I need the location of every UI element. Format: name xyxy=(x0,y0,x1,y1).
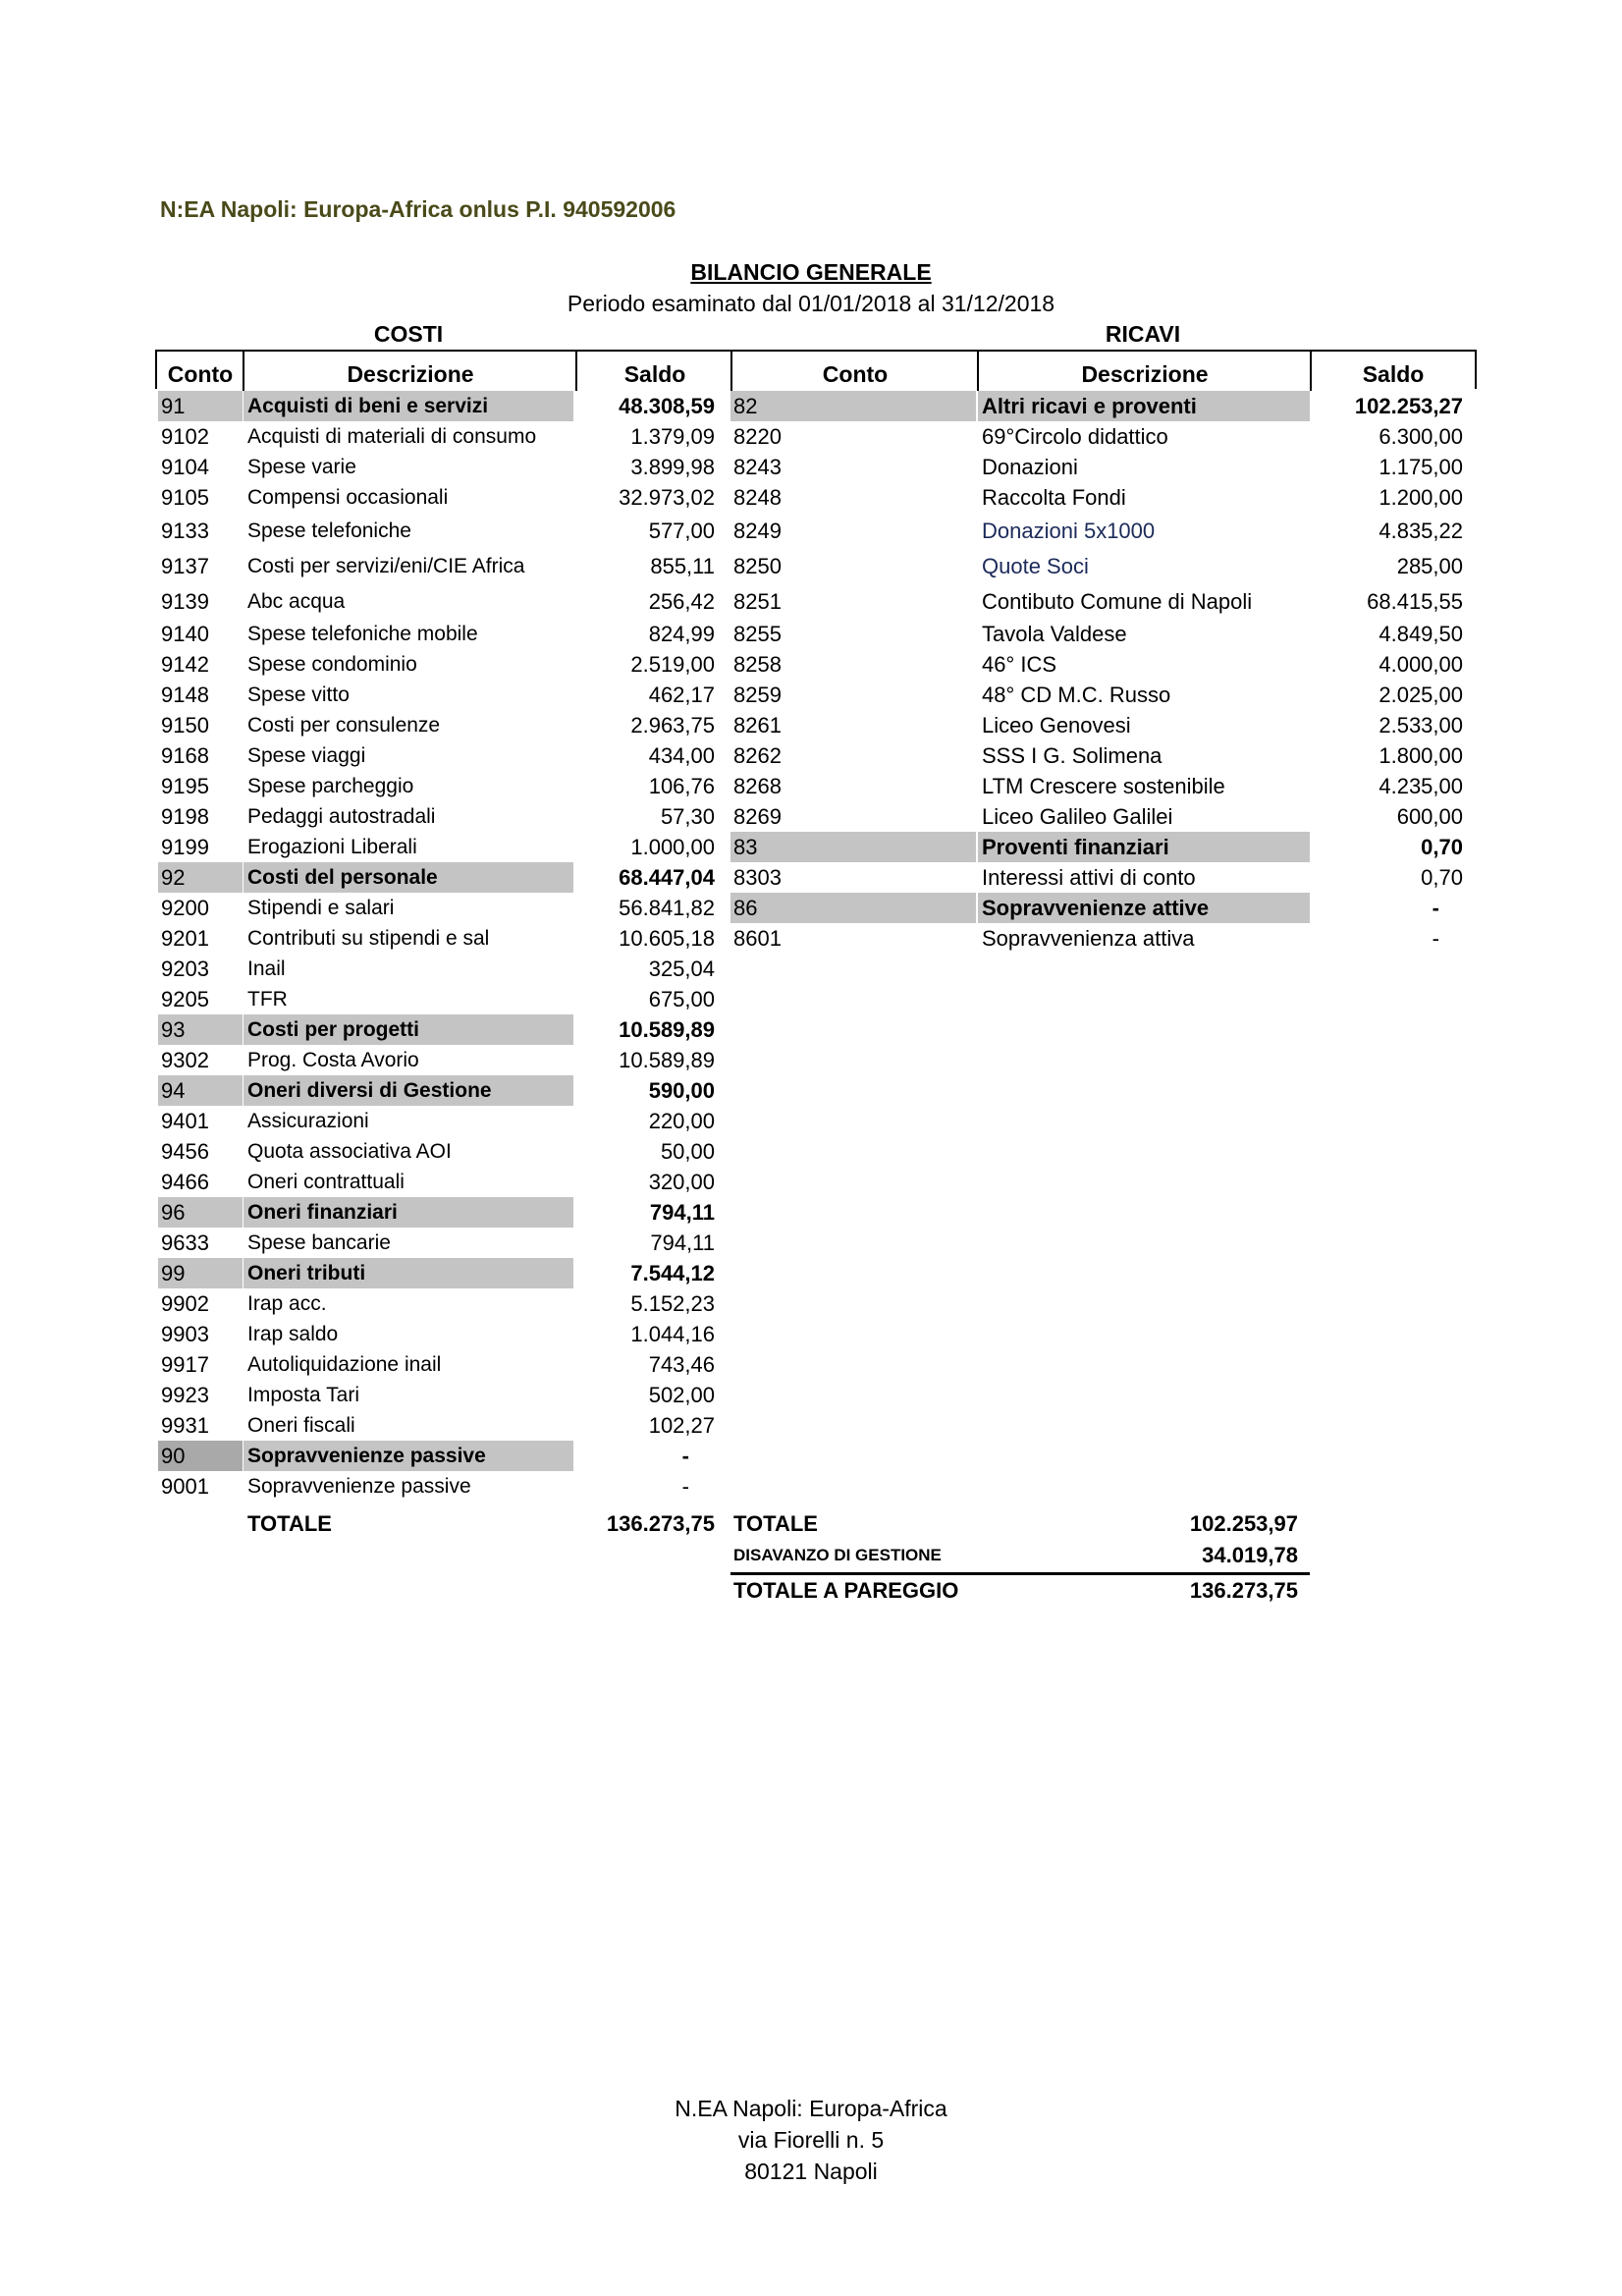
table-row xyxy=(0,710,1622,740)
ricavi-saldo: 1.800,00 xyxy=(1379,743,1463,768)
ricavi-descrizione: Donazioni xyxy=(982,455,1078,479)
table-row xyxy=(0,984,1622,1014)
costi-saldo: 794,11 xyxy=(649,1200,715,1225)
table-row xyxy=(0,1136,1622,1167)
ricavi-conto: 8248 xyxy=(733,485,782,510)
costi-conto: 90 xyxy=(158,1441,243,1471)
table-row xyxy=(0,832,1622,862)
ricavi-conto: 8261 xyxy=(733,713,782,738)
ricavi-descrizione: Liceo Galileo Galilei xyxy=(982,804,1173,829)
costi-descrizione: Spese vitto xyxy=(247,683,350,706)
costi-saldo: 2.519,00 xyxy=(630,652,715,677)
ricavi-saldo: 285,00 xyxy=(1396,554,1463,578)
costi-conto: 9140 xyxy=(161,622,209,646)
costi-saldo: 256,42 xyxy=(648,589,715,614)
costi-conto: 91 xyxy=(158,391,243,421)
costi-descrizione: Autoliquidazione inail xyxy=(247,1353,442,1376)
table-row xyxy=(0,801,1622,832)
costi-section-title: COSTI xyxy=(373,321,444,347)
ricavi-conto: 8262 xyxy=(733,743,782,768)
costi-descrizione: Oneri contrattuali xyxy=(247,1171,405,1193)
ricavi-conto: 8251 xyxy=(733,589,782,614)
ricavi-saldo: 600,00 xyxy=(1396,804,1463,829)
ricavi-conto: 83 xyxy=(730,832,976,862)
table-row xyxy=(0,551,1622,581)
ricavi-descrizione: Interessi attivi di conto xyxy=(982,865,1196,890)
costi-conto: 94 xyxy=(158,1075,243,1106)
costi-conto: 9923 xyxy=(161,1383,209,1407)
costi-descrizione: Spese condominio xyxy=(247,653,417,676)
costi-descrizione: Pedaggi autostradali xyxy=(247,805,436,828)
table-row xyxy=(0,1228,1622,1258)
costi-descrizione: Oneri tributi xyxy=(243,1258,573,1288)
pareggio-row xyxy=(0,1575,1622,1606)
costi-descrizione: Erogazioni Liberali xyxy=(247,836,417,858)
table-row xyxy=(0,893,1622,923)
ricavi-saldo: 1.200,00 xyxy=(1379,485,1463,510)
costi-conto: 9931 xyxy=(161,1413,209,1438)
table-row xyxy=(0,1319,1622,1349)
costi-totale-amount: 136.273,75 xyxy=(606,1511,715,1536)
footer-line-2: via Fiorelli n. 5 xyxy=(737,2127,885,2153)
costi-saldo: 32.973,02 xyxy=(619,485,715,510)
costi-saldo: 502,00 xyxy=(648,1383,715,1407)
costi-saldo: 7.544,12 xyxy=(630,1261,715,1285)
costi-descrizione: Abc acqua xyxy=(247,590,346,613)
table-row xyxy=(0,1380,1622,1410)
ricavi-conto: 8249 xyxy=(733,519,782,543)
ricavi-descrizione: 46° ICS xyxy=(982,652,1057,677)
costi-descrizione: Spese telefoniche mobile xyxy=(247,623,478,645)
costi-saldo: 590,00 xyxy=(648,1078,715,1103)
costi-conto: 9917 xyxy=(161,1352,209,1377)
footer-line-3: 80121 Napoli xyxy=(744,2159,878,2184)
costi-descrizione: Imposta Tari xyxy=(247,1384,359,1406)
costi-saldo: 855,11 xyxy=(650,554,715,578)
costi-saldo: 10.589,89 xyxy=(619,1048,715,1072)
costi-saldo: 10.589,89 xyxy=(619,1017,715,1042)
table-row xyxy=(0,391,1622,421)
costi-descrizione: TFR xyxy=(247,988,288,1011)
costi-conto: 9001 xyxy=(161,1474,209,1499)
ricavi-conto: 8243 xyxy=(733,455,782,479)
table-row xyxy=(0,771,1622,801)
ricavi-saldo: 4.000,00 xyxy=(1379,652,1463,677)
costi-conto: 9133 xyxy=(161,519,209,543)
table-row xyxy=(0,586,1622,617)
ricavi-descrizione: 69°Circolo didattico xyxy=(982,424,1168,449)
table-row xyxy=(0,1471,1622,1502)
table-row xyxy=(0,516,1622,546)
costi-saldo: 3.899,98 xyxy=(630,455,715,479)
ricavi-conto: 8601 xyxy=(733,926,782,951)
ricavi-descrizione: Altri ricavi e proventi xyxy=(978,391,1310,421)
costi-saldo: - xyxy=(681,1444,689,1468)
totale-row xyxy=(0,1508,1622,1539)
costi-descrizione: Acquisti di materiali di consumo xyxy=(247,425,537,448)
pareggio-amount: 136.273,75 xyxy=(1189,1578,1298,1603)
costi-descrizione: Oneri finanziari xyxy=(243,1197,573,1228)
table-row xyxy=(0,923,1622,954)
costi-conto: 9137 xyxy=(161,554,209,578)
ricavi-descrizione: Raccolta Fondi xyxy=(982,485,1126,510)
ricavi-saldo: 2.533,00 xyxy=(1379,713,1463,738)
costi-conto: 92 xyxy=(158,862,243,893)
costi-descrizione: Costi del personale xyxy=(243,862,573,893)
costi-conto: 96 xyxy=(158,1197,243,1228)
ricavi-conto: 8255 xyxy=(733,622,782,646)
ricavi-descrizione: Quote Soci xyxy=(982,554,1089,578)
ricavi-saldo: 6.300,00 xyxy=(1379,424,1463,449)
costi-descrizione: Oneri diversi di Gestione xyxy=(243,1075,573,1106)
ricavi-conto: 8220 xyxy=(733,424,782,449)
costi-conto: 9201 xyxy=(161,926,209,951)
costi-saldo: 2.963,75 xyxy=(630,713,715,738)
ricavi-descrizione: Proventi finanziari xyxy=(978,832,1310,862)
ricavi-saldo: 1.175,00 xyxy=(1379,455,1463,479)
footer-address xyxy=(0,2093,1622,2187)
costi-saldo: 57,30 xyxy=(660,804,715,829)
costi-saldo: 56.841,82 xyxy=(619,896,715,920)
costi-saldo: 102,27 xyxy=(648,1413,715,1438)
ricavi-conto: 86 xyxy=(730,893,976,923)
costi-conto: 9150 xyxy=(161,713,209,738)
costi-descrizione: Quota associativa AOI xyxy=(247,1140,452,1163)
costi-descrizione: Acquisti di beni e servizi xyxy=(243,391,573,421)
costi-descrizione: Irap saldo xyxy=(247,1323,339,1345)
costi-saldo: 5.152,23 xyxy=(630,1291,715,1316)
costi-saldo: 577,00 xyxy=(648,519,715,543)
table-row xyxy=(0,1441,1622,1471)
costi-conto: 9903 xyxy=(161,1322,209,1346)
costi-descrizione: Irap acc. xyxy=(247,1292,327,1315)
table-row xyxy=(0,1349,1622,1380)
costi-descrizione: Stipendi e salari xyxy=(247,897,395,919)
disavanzo-row xyxy=(0,1540,1622,1570)
ricavi-saldo: - xyxy=(1432,896,1439,920)
costi-descrizione: Prog. Costa Avorio xyxy=(247,1049,419,1071)
costi-conto: 9139 xyxy=(161,589,209,614)
table-row xyxy=(0,1106,1622,1136)
ricavi-saldo: 68.415,55 xyxy=(1367,589,1463,614)
footer-line-1: N.EA Napoli: Europa-Africa xyxy=(675,2096,947,2121)
table-row xyxy=(0,1075,1622,1106)
costi-conto: 9195 xyxy=(161,774,209,798)
table-row xyxy=(0,1288,1622,1319)
ricavi-conto: 8268 xyxy=(733,774,782,798)
ricavi-conto: 8269 xyxy=(733,804,782,829)
table-row xyxy=(0,1258,1622,1288)
costi-saldo: 106,76 xyxy=(648,774,715,798)
ricavi-conto: 8303 xyxy=(733,865,782,890)
document-title: BILANCIO GENERALE xyxy=(690,259,932,285)
costi-descrizione: Oneri fiscali xyxy=(247,1414,355,1437)
costi-descrizione: Costi per progetti xyxy=(243,1014,573,1045)
organization-header: N:EA Napoli: Europa-Africa onlus P.I. 940592006 xyxy=(160,196,676,222)
header-costi-conto: Conto xyxy=(167,361,234,387)
costi-conto: 9203 xyxy=(161,957,209,981)
costi-conto: 9200 xyxy=(161,896,209,920)
costi-saldo: 48.308,59 xyxy=(619,394,715,418)
ricavi-descrizione: Sopravvenienza attiva xyxy=(982,926,1195,951)
ricavi-descrizione: Sopravvenienze attive xyxy=(978,893,1310,923)
costi-descrizione: Contributi su stipendi e sal xyxy=(247,927,490,950)
table-row xyxy=(0,482,1622,513)
ricavi-descrizione: Tavola Valdese xyxy=(982,622,1127,646)
costi-conto: 9902 xyxy=(161,1291,209,1316)
costi-saldo: 743,46 xyxy=(648,1352,715,1377)
costi-descrizione: Spese parcheggio xyxy=(247,775,414,797)
costi-saldo: 50,00 xyxy=(660,1139,715,1164)
ricavi-saldo: 4.849,50 xyxy=(1379,622,1463,646)
ricavi-conto: 8250 xyxy=(733,554,782,578)
costi-saldo: - xyxy=(681,1474,689,1499)
ricavi-saldo: 0,70 xyxy=(1421,865,1463,890)
table-row xyxy=(0,452,1622,482)
ricavi-totale-amount: 102.253,97 xyxy=(1189,1511,1298,1536)
header-costi-saldo: Saldo xyxy=(623,361,686,387)
ricavi-conto: 82 xyxy=(730,391,976,421)
ricavi-conto: 8259 xyxy=(733,683,782,707)
header-ricavi-conto: Conto xyxy=(822,361,889,387)
ricavi-descrizione: LTM Crescere sostenibile xyxy=(982,774,1225,798)
costi-conto: 9401 xyxy=(161,1109,209,1133)
table-row xyxy=(0,421,1622,452)
costi-saldo: 320,00 xyxy=(648,1170,715,1194)
ricavi-saldo: - xyxy=(1432,926,1439,951)
costi-saldo: 794,11 xyxy=(650,1230,715,1255)
costi-descrizione: Spese viaggi xyxy=(247,744,366,767)
costi-descrizione: Assicurazioni xyxy=(247,1110,369,1132)
ricavi-descrizione: 48° CD M.C. Russo xyxy=(982,683,1171,707)
costi-descrizione: Costi per consulenze xyxy=(247,714,441,737)
disavanzo-label: DISAVANZO DI GESTIONE xyxy=(733,1546,942,1564)
ricavi-descrizione: Liceo Genovesi xyxy=(982,713,1131,738)
ricavi-conto: 8258 xyxy=(733,652,782,677)
disavanzo-amount: 34.019,78 xyxy=(1202,1543,1298,1567)
ricavi-saldo: 4.235,00 xyxy=(1379,774,1463,798)
costi-descrizione: Spese telefoniche xyxy=(247,519,411,542)
table-row xyxy=(0,649,1622,680)
table-row xyxy=(0,680,1622,710)
costi-saldo: 1.379,09 xyxy=(630,424,715,449)
costi-saldo: 325,04 xyxy=(648,957,715,981)
table-row xyxy=(0,619,1622,649)
table-row xyxy=(0,1014,1622,1045)
costi-conto: 9456 xyxy=(161,1139,209,1164)
costi-saldo: 675,00 xyxy=(648,987,715,1011)
costi-descrizione: Sopravvenienze passive xyxy=(247,1475,471,1498)
pareggio-label: TOTALE A PAREGGIO xyxy=(733,1578,959,1603)
costi-conto: 9302 xyxy=(161,1048,209,1072)
ricavi-saldo: 102.253,27 xyxy=(1354,394,1463,418)
table-row xyxy=(0,1045,1622,1075)
costi-conto: 9148 xyxy=(161,683,209,707)
table-row xyxy=(0,862,1622,893)
table-row xyxy=(0,1197,1622,1228)
header-costi-descrizione: Descrizione xyxy=(347,361,474,387)
costi-saldo: 68.447,04 xyxy=(619,865,715,890)
costi-conto: 9198 xyxy=(161,804,209,829)
costi-saldo: 1.000,00 xyxy=(630,835,715,859)
costi-conto: 9633 xyxy=(161,1230,209,1255)
header-ricavi-descrizione: Descrizione xyxy=(1081,361,1209,387)
period-subtitle: Periodo esaminato dal 01/01/2018 al 31/12/2018 xyxy=(567,291,1055,316)
costi-conto: 99 xyxy=(158,1258,243,1288)
costi-saldo: 434,00 xyxy=(648,743,715,768)
table-header xyxy=(155,350,1477,389)
ricavi-saldo: 2.025,00 xyxy=(1379,683,1463,707)
ricavi-saldo: 4.835,22 xyxy=(1379,519,1463,543)
costi-saldo: 824,99 xyxy=(648,622,715,646)
costi-totale-label: TOTALE xyxy=(247,1511,332,1536)
costi-conto: 9142 xyxy=(161,652,209,677)
table-row xyxy=(0,740,1622,771)
ricavi-saldo: 0,70 xyxy=(1421,835,1463,859)
costi-descrizione: Compensi occasionali xyxy=(247,486,449,509)
ricavi-totale-label: TOTALE xyxy=(733,1511,818,1536)
table-row xyxy=(0,1167,1622,1197)
costi-conto: 9466 xyxy=(161,1170,209,1194)
costi-conto: 9199 xyxy=(161,835,209,859)
ricavi-descrizione: Donazioni 5x1000 xyxy=(982,519,1156,543)
costi-conto: 9205 xyxy=(161,987,209,1011)
costi-descrizione: Spese varie xyxy=(247,456,356,478)
table-row xyxy=(0,1410,1622,1441)
costi-saldo: 1.044,16 xyxy=(630,1322,715,1346)
costi-saldo: 462,17 xyxy=(648,683,715,707)
costi-conto: 9105 xyxy=(161,485,209,510)
costi-descrizione: Sopravvenienze passive xyxy=(243,1441,573,1471)
costi-conto: 9102 xyxy=(161,424,209,449)
header-ricavi-saldo: Saldo xyxy=(1362,361,1425,387)
costi-saldo: 10.605,18 xyxy=(619,926,715,951)
ricavi-descrizione: Contibuto Comune di Napoli xyxy=(982,589,1253,614)
costi-descrizione: Costi per servizi/eni/CIE Africa xyxy=(247,555,525,577)
ricavi-section-title: RICAVI xyxy=(1105,321,1181,347)
costi-conto: 93 xyxy=(158,1014,243,1045)
costi-conto: 9168 xyxy=(161,743,209,768)
table-row xyxy=(0,954,1622,984)
costi-saldo: 220,00 xyxy=(648,1109,715,1133)
costi-descrizione: Inail xyxy=(247,957,286,980)
ricavi-descrizione: SSS I G. Solimena xyxy=(982,743,1162,768)
costi-conto: 9104 xyxy=(161,455,209,479)
costi-descrizione: Spese bancarie xyxy=(247,1231,391,1254)
